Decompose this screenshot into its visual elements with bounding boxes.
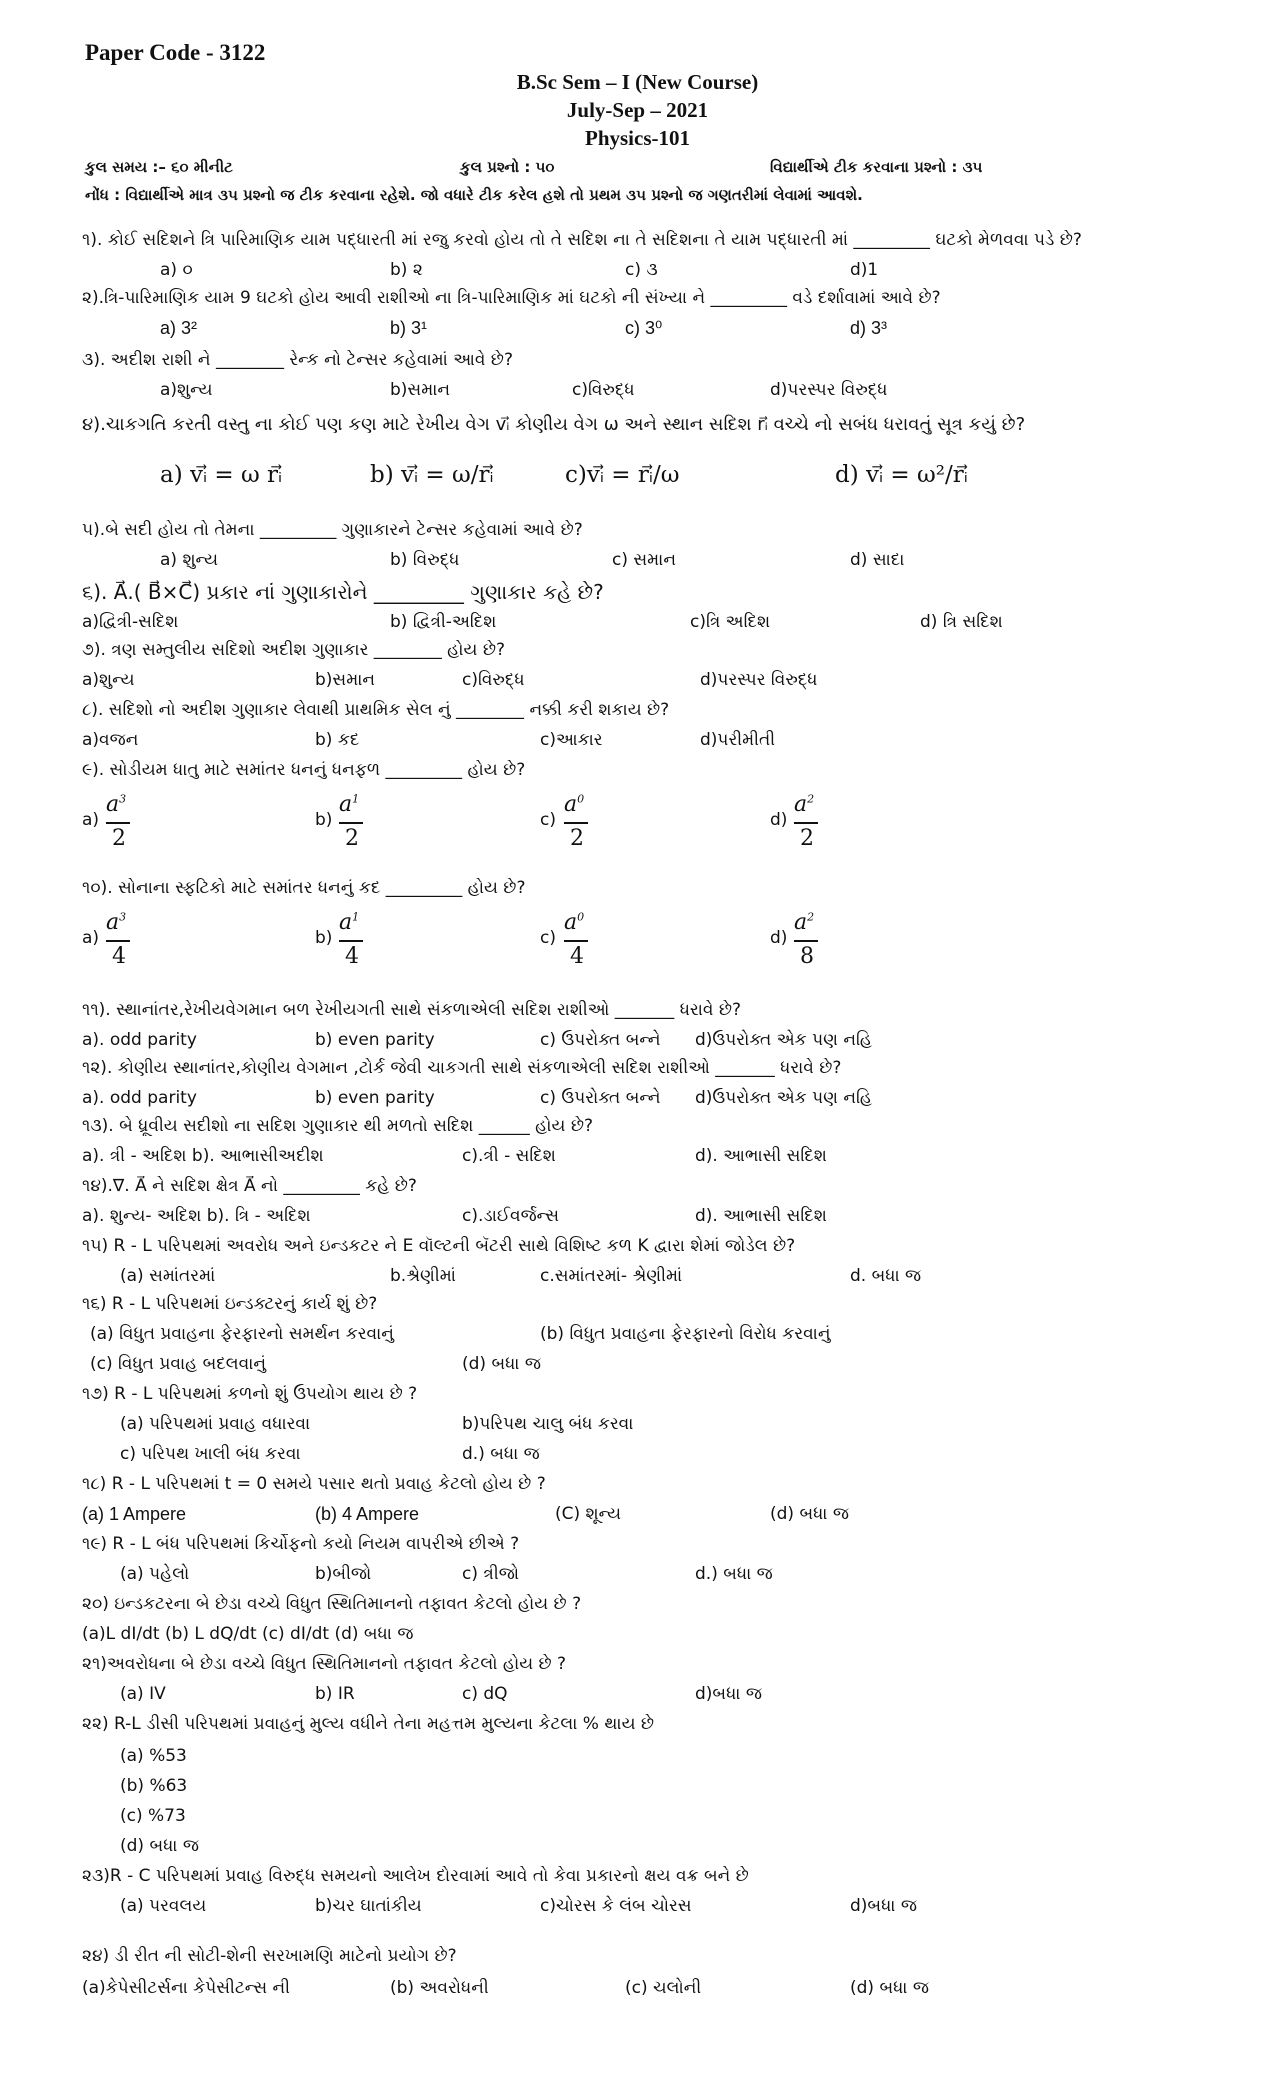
question-1: ૧). કોઈ સદિશને ત્રિ પારિમાણિક યામ પદ્ધારતી માં રજુ કરવો હોય તો તે સદિશ ના તે સદિશના તે યામ પદ્ધારતી માં _________ ઘટકો મેળવવા પડે છે?: [82, 230, 1082, 250]
q23-option-d: d)બધા જ: [850, 1896, 917, 1916]
q17-option-c: c) પરિપથ ખાલી બંધ કરવા: [120, 1444, 301, 1464]
question-21: ૨૧)અવરોધના બે છેડા વચ્ચે વિધુત સ્થિતિમાનનો તફાવત કેટલો હોય છે ?: [82, 1654, 567, 1674]
q8-option-d: d)પરીમીતી: [700, 730, 776, 750]
q15-option-a: (a) સમાંતરમાં: [120, 1266, 216, 1286]
q1-option-d: d)1: [850, 260, 879, 280]
q3-option-c: c)વિરુદ્ધ: [572, 380, 635, 400]
q14-option-d: d). આભાસી સદિશ: [695, 1206, 827, 1226]
q12-option-a: a). odd parity: [82, 1088, 197, 1108]
q8-option-c: c)આકાર: [540, 730, 603, 750]
questions-to-answer: વિદ્યાર્થીએ ટીક કરવાના પ્રશ્નો : ૩૫: [770, 158, 983, 176]
q17-option-b: b)પરિપથ ચાલુ બંધ કરવા: [462, 1414, 634, 1434]
question-18: ૧૮) R - L પરિપથમાં t = 0 સમયે પસાર થતો પ્રવાહ કેટલો હોય છે ?: [82, 1474, 546, 1494]
q11-option-a: a). odd parity: [82, 1030, 197, 1050]
exam-page: Paper Code - 3122 B.Sc Sem – I (New Course) July-Sep – 2021 Physics-101 કુલ સમય :– ૬૦ મીનીટ કુલ પ્રશ્નો : ૫૦ વિદ્યાર્થીએ ટીક કરવાના પ્રશ્નો : ૩૫ નોંધ : વિદ્યાર્થીએ માત્ર ૩૫ પ્રશ્નો જ ટીક કરવાના રહેશે. જો વધારે ટીક કરેલ હશે તો પ્રથમ ૩૫ પ્રશ્નો જ ગણતરીમાં લેવામાં આવશે. ૧). કોઈ સદિશને ત્રિ પારિમાણિક યામ પદ્ધારતી માં રજુ કરવો હોય તો તે સદિશ ના તે સદિશના તે યામ પદ્ધારતી માં _________ ઘટકો મેળવવા પડે છે? a) ૦ b) ૨ c) ૩ d)1 ૨).ત્રિ-પારિમાણિક યામ 9 ઘટકો હોય આવી રાશીઓ ના ત્રિ-પારિમાણિક માં ઘટકો ની સંખ્યા ને _________ વડે દર્શાવામાં આવે છે? a) 3² b) 3¹ c) 3⁰ d) 3³ ૩). અદીશ રાશી ને ________ રેન્ક નો ટેન્સર કહેવામાં આવે છે? a)શુન્ય b)સમાન c)વિરુદ્ધ d)પરસ્પર વિરુદ્ધ ૪).ચાકગતિ કરતી વસ્તુ ના કોઈ પણ કણ માટે રેખીય વેગ vᵢ⃗ કોણીય વેગ ω અને સ્થાન સદિશ rᵢ⃗ વચ્ચે નો સબંધ ધરાવતું સૂત્ર કયું છે? a) vᵢ⃗ = ω rᵢ⃗ b) vᵢ⃗ = ω/rᵢ⃗ c)vᵢ⃗ = rᵢ⃗/ω d) vᵢ⃗ = ω²/rᵢ⃗ ૫).બે સદી હોય તો તેમના _________ ગુણાકારને ટેન્સર કહેવામાં આવે છે? a) શુન્ય b) વિરુદ્ધ c) સમાન d) સાદા ૬). A⃗.( B⃗×C⃗) પ્રકાર નાં ગુણાકારોને _________ ગુણાકાર કહે છે? a)દ્વિત્રી-સદિશ b) દ્વિત્રી-અદિશ c)ત્રિ અદિશ d) ત્રિ સદિશ ૭). ત્રણ સમ્તુલીય સદિશો અદીશ ગુણાકાર ________ હોય છે? a)શુન્ય b)સમાન c)વિરુદ્ધ d)પરસ્પર વિરુદ્ધ ૮). સદિશો નો અદીશ ગુણાકાર લેવાથી પ્રાથમિક સેલ નું ________ નક્કી કરી શકાય છે? a)વજન b) કદ c)આકાર d)પરીમીતી ૯). સોડીયમ ધાતુ માટે સમાંતર ધનનું ધનફળ _________ હોય છે? a) $a^3$ 2 b) $a^1$ 2 c) $a^0$ 2 d) $a^2$ 2 ૧૦). સોનાના સ્ફટિકો માટે સમાંતર ધનનું કદ _________ હોય છે? a) $a^3$ 4 b) $a^1$ 4 c) $a^0$ 4 d) $a^2$ 8 ૧૧). સ્થાનાંતર,રેખીયવેગમાન બળ રેખીયગતી સાથે સંકળાએલી સદિશ રાશીઓ _______ ધરાવે છે? a). odd parity b) even parity c) ઉપરોક્ત બન્ને d)ઉપરોક્ત એક પણ નહિ ૧૨). કોણીય સ્થાનાંતર,કોણીય વેગમાન ,ટોર્ક જેવી ચાકગતી સાથે સંકળાએલી સદિશ રાશીઓ _______ ધરાવે છે? a). odd parity b) even parity c) ઉપરોક્ત બન્ને d)ઉપરોક્ત એક પણ નહિ ૧૩). બે ધ્રૂવીય સદીશો ના સદિશ ગુણાકાર થી મળતો સદિશ ______ હોય છે? a). ત્રી - અદિશ b). આભાસીઅદીશ c).ત્રી - સદિશ d). આભાસી સદિશ ૧૪).∇. A⃗ ને સદિશ ક્ષેત્ર A⃗ નો _________ કહે છે? a). શુન્ય- અદિશ b). ત્રિ - અદિશ c).ડાઈવર્જન્સ d). આભાસી સદિશ ૧૫) R - L પરિપથમાં અવરોધ અને ઇન્ડકટર ને E વૉલ્ટની બૅટરી સાથે વિશિષ્ટ કળ K દ્વારા શેમાં જોડેલ છે? (a) સમાંતરમાં b.શ્રેણીમાં c.સમાંતરમાં- શ્રેણીમાં d. બધા જ ૧૬) R - L પરિપથમાં ઇન્ડક્ટરનું કાર્ય શું છે? (a) વિધુત પ્રવાહના ફેરફારનો સમર્થન કરવાનું (b) વિધુત પ્રવાહના ફેરફારનો વિરોધ કરવાનું (c) વિધુત પ્રવાહ બદલવાનું (d) બધા જ ૧૭) R - L પરિપથમાં કળનો શું ઉપયોગ થાય છે ? (a) પરિપથમાં પ્રવાહ વધારવા b)પરિપથ ચાલુ બંધ કરવા c) પરિપથ ખાલી બંધ કરવા d.) બધા જ ૧૮) R - L પરિપથમાં t = 0 સમયે પસાર થતો પ્રવાહ કેટલો હોય છે ? (a) 1 Ampere (b) 4 Ampere (C) શૂન્ય (d) બધા જ ૧૯) R - L બંધ પરિપથમાં કિર્ચોફનો કયો નિયમ વાપરીએ છીએ ? (a) પહેલો b)બીજો c) ત્રીજો d.) બધા જ ૨૦) ઇન્ડકટરના બે છેડા વચ્ચે વિધુત સ્થિતિમાનનો તફાવત કેટલો હોય છે ? (a)L dI/dt (b) L dQ/dt (c) dI/dt (d) બધા જ ૨૧)અવરોધના બે છેડા વચ્ચે વિધુત સ્થિતિમાનનો તફાવત કેટલો હોય છે ? (a) IV b) IR c) dQ d)બધા જ ૨૨) R-L ડીસી પરિપથમાં પ્રવાહનું મુલ્ય વધીને તેના મહત્તમ મુલ્યના કેટલા % થાય છે (a) %53 (b) %63 (c) %73 (d) બધા જ ૨૩)R - C પરિપથમાં પ્રવાહ વિરુદ્ધ સમયનો આલેખ દોરવામાં આવે તો કેવા પ્રકારનો ક્ષય વક્ર બને છે (a) પરવલય b)ચર ઘાતાંકીય c)ચોરસ કે લંબ ચોરસ d)બધા જ ૨૪) ડી રીત ની સોટી-શેની સરખામણિ માટેનો પ્રયોગ છે? (a)કેપેસીટર્સના કેપેસીટન્સ ની (b) અવરોધની (c) ચલોની (d) બધા જ: [0, 0, 1275, 2100]
q13-option-d: d). આભાસી સદિશ: [695, 1146, 827, 1166]
q7-option-a: a)શુન્ય: [82, 670, 135, 690]
q4-option-b: b) vᵢ⃗ = ω/rᵢ⃗: [370, 462, 494, 488]
question-22: ૨૨) R-L ડીસી પરિપથમાં પ્રવાહનું મુલ્ય વધીને તેના મહત્તમ મુલ્યના કેટલા % થાય છે: [82, 1714, 655, 1734]
q8-option-a: a)વજન: [82, 730, 139, 750]
q19-option-d: d.) બધા જ: [695, 1564, 773, 1584]
q6-option-d: d) ત્રિ સદિશ: [920, 612, 1003, 632]
q23-option-c: c)ચોરસ કે લંબ ચોરસ: [540, 1896, 692, 1916]
q19-option-c: c) ત્રીજો: [462, 1564, 520, 1584]
q3-option-d: d)પરસ્પર વિરુદ્ધ: [770, 380, 888, 400]
q4-option-c: c)vᵢ⃗ = rᵢ⃗/ω: [565, 462, 680, 488]
q21-option-a: (a) IV: [120, 1684, 166, 1704]
total-time: કુલ સમય :– ૬૦ મીનીટ: [85, 158, 233, 176]
q11-option-c: c) ઉપરોક્ત બન્ને: [540, 1030, 661, 1050]
q16-option-b: (b) વિધુત પ્રવાહના ફેરફારનો વિરોધ કરવાનું: [540, 1324, 831, 1344]
q19-option-b: b)બીજો: [315, 1564, 372, 1584]
q3-option-a: a)શુન્ય: [160, 380, 213, 400]
question-7: ૭). ત્રણ સમ્તુલીય સદિશો અદીશ ગુણાકાર ________ હોય છે?: [82, 640, 506, 660]
q24-option-c: (c) ચલોની: [625, 1978, 702, 1998]
q21-option-b: b) IR: [315, 1684, 355, 1704]
question-15: ૧૫) R - L પરિપથમાં અવરોધ અને ઇન્ડકટર ને E વૉલ્ટની બૅટરી સાથે વિશિષ્ટ કળ K દ્વારા શેમાં જોડેલ છે?: [82, 1236, 796, 1256]
instruction-note: નોંધ : વિદ્યાર્થીએ માત્ર ૩૫ પ્રશ્નો જ ટીક કરવાના રહેશે. જો વધારે ટીક કરેલ હશે તો પ્રથમ ૩૫ પ્રશ્નો જ ગણતરીમાં લેવામાં આવશે.: [85, 186, 863, 204]
question-20: ૨૦) ઇન્ડકટરના બે છેડા વચ્ચે વિધુત સ્થિતિમાનનો તફાવત કેટલો હોય છે ?: [82, 1594, 582, 1614]
q7-option-c: c)વિરુદ્ધ: [462, 670, 525, 690]
q15-option-b: b.શ્રેણીમાં: [390, 1266, 456, 1286]
course-title: B.Sc Sem – I (New Course): [516, 70, 759, 94]
question-2: ૨).ત્રિ-પારિમાણિક યામ 9 ઘટકો હોય આવી રાશીઓ ના ત્રિ-પારિમાણિક માં ઘટકો ની સંખ્યા ને _________ વડે દર્શાવામાં આવે છે?: [82, 288, 941, 308]
q22-option-c: (c) %73: [120, 1806, 186, 1826]
question-6: ૬). A⃗.( B⃗×C⃗) પ્રકાર નાં ગુણાકારોને _________ ગુણાકાર કહે છે?: [82, 580, 604, 604]
q7-option-d: d)પરસ્પર વિરુદ્ધ: [700, 670, 818, 690]
q18-option-c: (C) શૂન્ય: [555, 1504, 622, 1524]
q7-option-b: b)સમાન: [315, 670, 376, 690]
question-4: ૪).ચાકગતિ કરતી વસ્તુ ના કોઈ પણ કણ માટે રેખીય વેગ vᵢ⃗ કોણીય વેગ ω અને સ્થાન સદિશ rᵢ⃗ વચ્ચે નો સબંધ ધરાવતું સૂત્ર કયું છે?: [82, 414, 1026, 435]
q18-option-a: (a) 1 Ampere: [82, 1504, 187, 1524]
q11-option-d: d)ઉપરોક્ત એક પણ નહિ: [695, 1030, 872, 1050]
question-19: ૧૯) R - L બંધ પરિપથમાં કિર્ચોફનો કયો નિયમ વાપરીએ છીએ ?: [82, 1534, 520, 1554]
question-17: ૧૭) R - L પરિપથમાં કળનો શું ઉપયોગ થાય છે ?: [82, 1384, 418, 1404]
subject-title: Physics-101: [585, 126, 690, 150]
q5-option-b: b) વિરુદ્ધ: [390, 550, 460, 570]
q19-option-a: (a) પહેલો: [120, 1564, 190, 1584]
q17-option-d: d.) બધા જ: [462, 1444, 540, 1464]
q5-option-c: c) સમાન: [612, 550, 676, 570]
q5-option-d: d) સાદા: [850, 550, 905, 570]
session-title: July-Sep – 2021: [566, 98, 709, 122]
q12-option-d: d)ઉપરોક્ત એક પણ નહિ: [695, 1088, 872, 1108]
q2-option-a: a) 3²: [160, 318, 198, 338]
q24-option-d: (d) બધા જ: [850, 1978, 929, 1998]
question-11: ૧૧). સ્થાનાંતર,રેખીયવેગમાન બળ રેખીયગતી સાથે સંકળાએલી સદિશ રાશીઓ _______ ધરાવે છે?: [82, 1000, 742, 1020]
question-13: ૧૩). બે ધ્રૂવીય સદીશો ના સદિશ ગુણાકાર થી મળતો સદિશ ______ હોય છે?: [82, 1116, 593, 1136]
q17-option-a: (a) પરિપથમાં પ્રવાહ વધારવા: [120, 1414, 311, 1434]
q23-option-b: b)ચર ઘાતાંકીય: [315, 1896, 422, 1916]
q5-option-a: a) શુન્ય: [160, 550, 219, 570]
question-10: ૧૦). સોનાના સ્ફટિકો માટે સમાંતર ધનનું કદ _________ હોય છે?: [82, 878, 526, 898]
q16-option-d: (d) બધા જ: [462, 1354, 541, 1374]
q18-option-b: (b) 4 Ampere: [315, 1504, 420, 1524]
total-questions: કુલ પ્રશ્નો : ૫૦: [460, 158, 555, 176]
q16-option-a: (a) વિધુત પ્રવાહના ફેરફારનો સમર્થન કરવાનું: [90, 1324, 394, 1344]
q16-option-c: (c) વિધુત પ્રવાહ બદલવાનું: [90, 1354, 267, 1374]
q24-option-a: (a)કેપેસીટર્સના કેપેસીટન્સ ની: [82, 1978, 291, 1998]
q1-option-b: b) ૨: [390, 260, 423, 280]
question-3: ૩). અદીશ રાશી ને ________ રેન્ક નો ટેન્સર કહેવામાં આવે છે?: [82, 350, 513, 370]
q4-option-d: d) vᵢ⃗ = ω²/rᵢ⃗: [835, 462, 968, 488]
q15-option-d: d. બધા જ: [850, 1266, 922, 1286]
q13-option-c: c).ત્રી - સદિશ: [462, 1146, 556, 1166]
q12-option-c: c) ઉપરોક્ત બન્ને: [540, 1088, 661, 1108]
q6-option-a: a)દ્વિત્રી-સદિશ: [82, 612, 179, 632]
q12-option-b: b) even parity: [315, 1088, 435, 1108]
question-14: ૧૪).∇. A⃗ ને સદિશ ક્ષેત્ર A⃗ નો _________ કહે છે?: [82, 1176, 417, 1196]
q1-option-c: c) ૩: [625, 260, 658, 280]
q20-options: (a)L dI/dt (b) L dQ/dt (c) dI/dt (d) બધા જ: [82, 1624, 414, 1644]
question-9: ૯). સોડીયમ ધાતુ માટે સમાંતર ધનનું ધનફળ _________ હોય છે?: [82, 760, 526, 780]
q6-option-c: c)ત્રિ અદિશ: [690, 612, 771, 632]
question-5: ૫).બે સદી હોય તો તેમના _________ ગુણાકારને ટેન્સર કહેવામાં આવે છે?: [82, 520, 583, 540]
question-12: ૧૨). કોણીય સ્થાનાંતર,કોણીય વેગમાન ,ટોર્ક જેવી ચાકગતી સાથે સંકળાએલી સદિશ રાશીઓ _______ ધરાવે છે?: [82, 1058, 842, 1078]
question-16: ૧૬) R - L પરિપથમાં ઇન્ડક્ટરનું કાર્ય શું છે?: [82, 1294, 378, 1314]
q2-option-c: c) 3⁰: [625, 318, 663, 338]
q22-option-b: (b) %63: [120, 1776, 188, 1796]
q23-option-a: (a) પરવલય: [120, 1896, 207, 1916]
q4-option-a: a) vᵢ⃗ = ω rᵢ⃗: [160, 462, 283, 488]
q8-option-b: b) કદ: [315, 730, 360, 750]
q14-option-ab: a). શુન્ય- અદિશ b). ત્રિ - અદિશ: [82, 1206, 311, 1226]
q3-option-b: b)સમાન: [390, 380, 451, 400]
q22-option-a: (a) %53: [120, 1746, 187, 1766]
q15-option-c: c.સમાંતરમાં- શ્રેણીમાં: [540, 1266, 683, 1286]
q22-option-d: (d) બધા જ: [120, 1836, 199, 1856]
q11-option-b: b) even parity: [315, 1030, 435, 1050]
question-24: ૨૪) ડી રીત ની સોટી-શેની સરખામણિ માટેનો પ્રયોગ છે?: [82, 1946, 457, 1966]
question-8: ૮). સદિશો નો અદીશ ગુણાકાર લેવાથી પ્રાથમિક સેલ નું ________ નક્કી કરી શકાય છે?: [82, 700, 670, 720]
q2-option-d: d) 3³: [850, 318, 888, 338]
q18-option-d: (d) બધા જ: [770, 1504, 849, 1524]
q21-option-c: c) dQ: [462, 1684, 508, 1704]
q1-option-a: a) ૦: [160, 260, 193, 280]
paper-code: Paper Code - 3122: [85, 40, 266, 65]
q21-option-d: d)બધા જ: [695, 1684, 762, 1704]
question-23: ૨૩)R - C પરિપથમાં પ્રવાહ વિરુદ્ધ સમયનો આલેખ દોરવામાં આવે તો કેવા પ્રકારનો ક્ષય વક્ર બને છે: [82, 1866, 749, 1886]
q24-option-b: (b) અવરોધની: [390, 1978, 489, 1998]
q6-option-b: b) દ્વિત્રી-અદિશ: [390, 612, 497, 632]
q14-option-c: c).ડાઈવર્જન્સ: [462, 1206, 559, 1226]
q2-option-b: b) 3¹: [390, 318, 428, 338]
q13-option-ab: a). ત્રી - અદિશ b). આભાસીઅદીશ: [82, 1146, 324, 1166]
